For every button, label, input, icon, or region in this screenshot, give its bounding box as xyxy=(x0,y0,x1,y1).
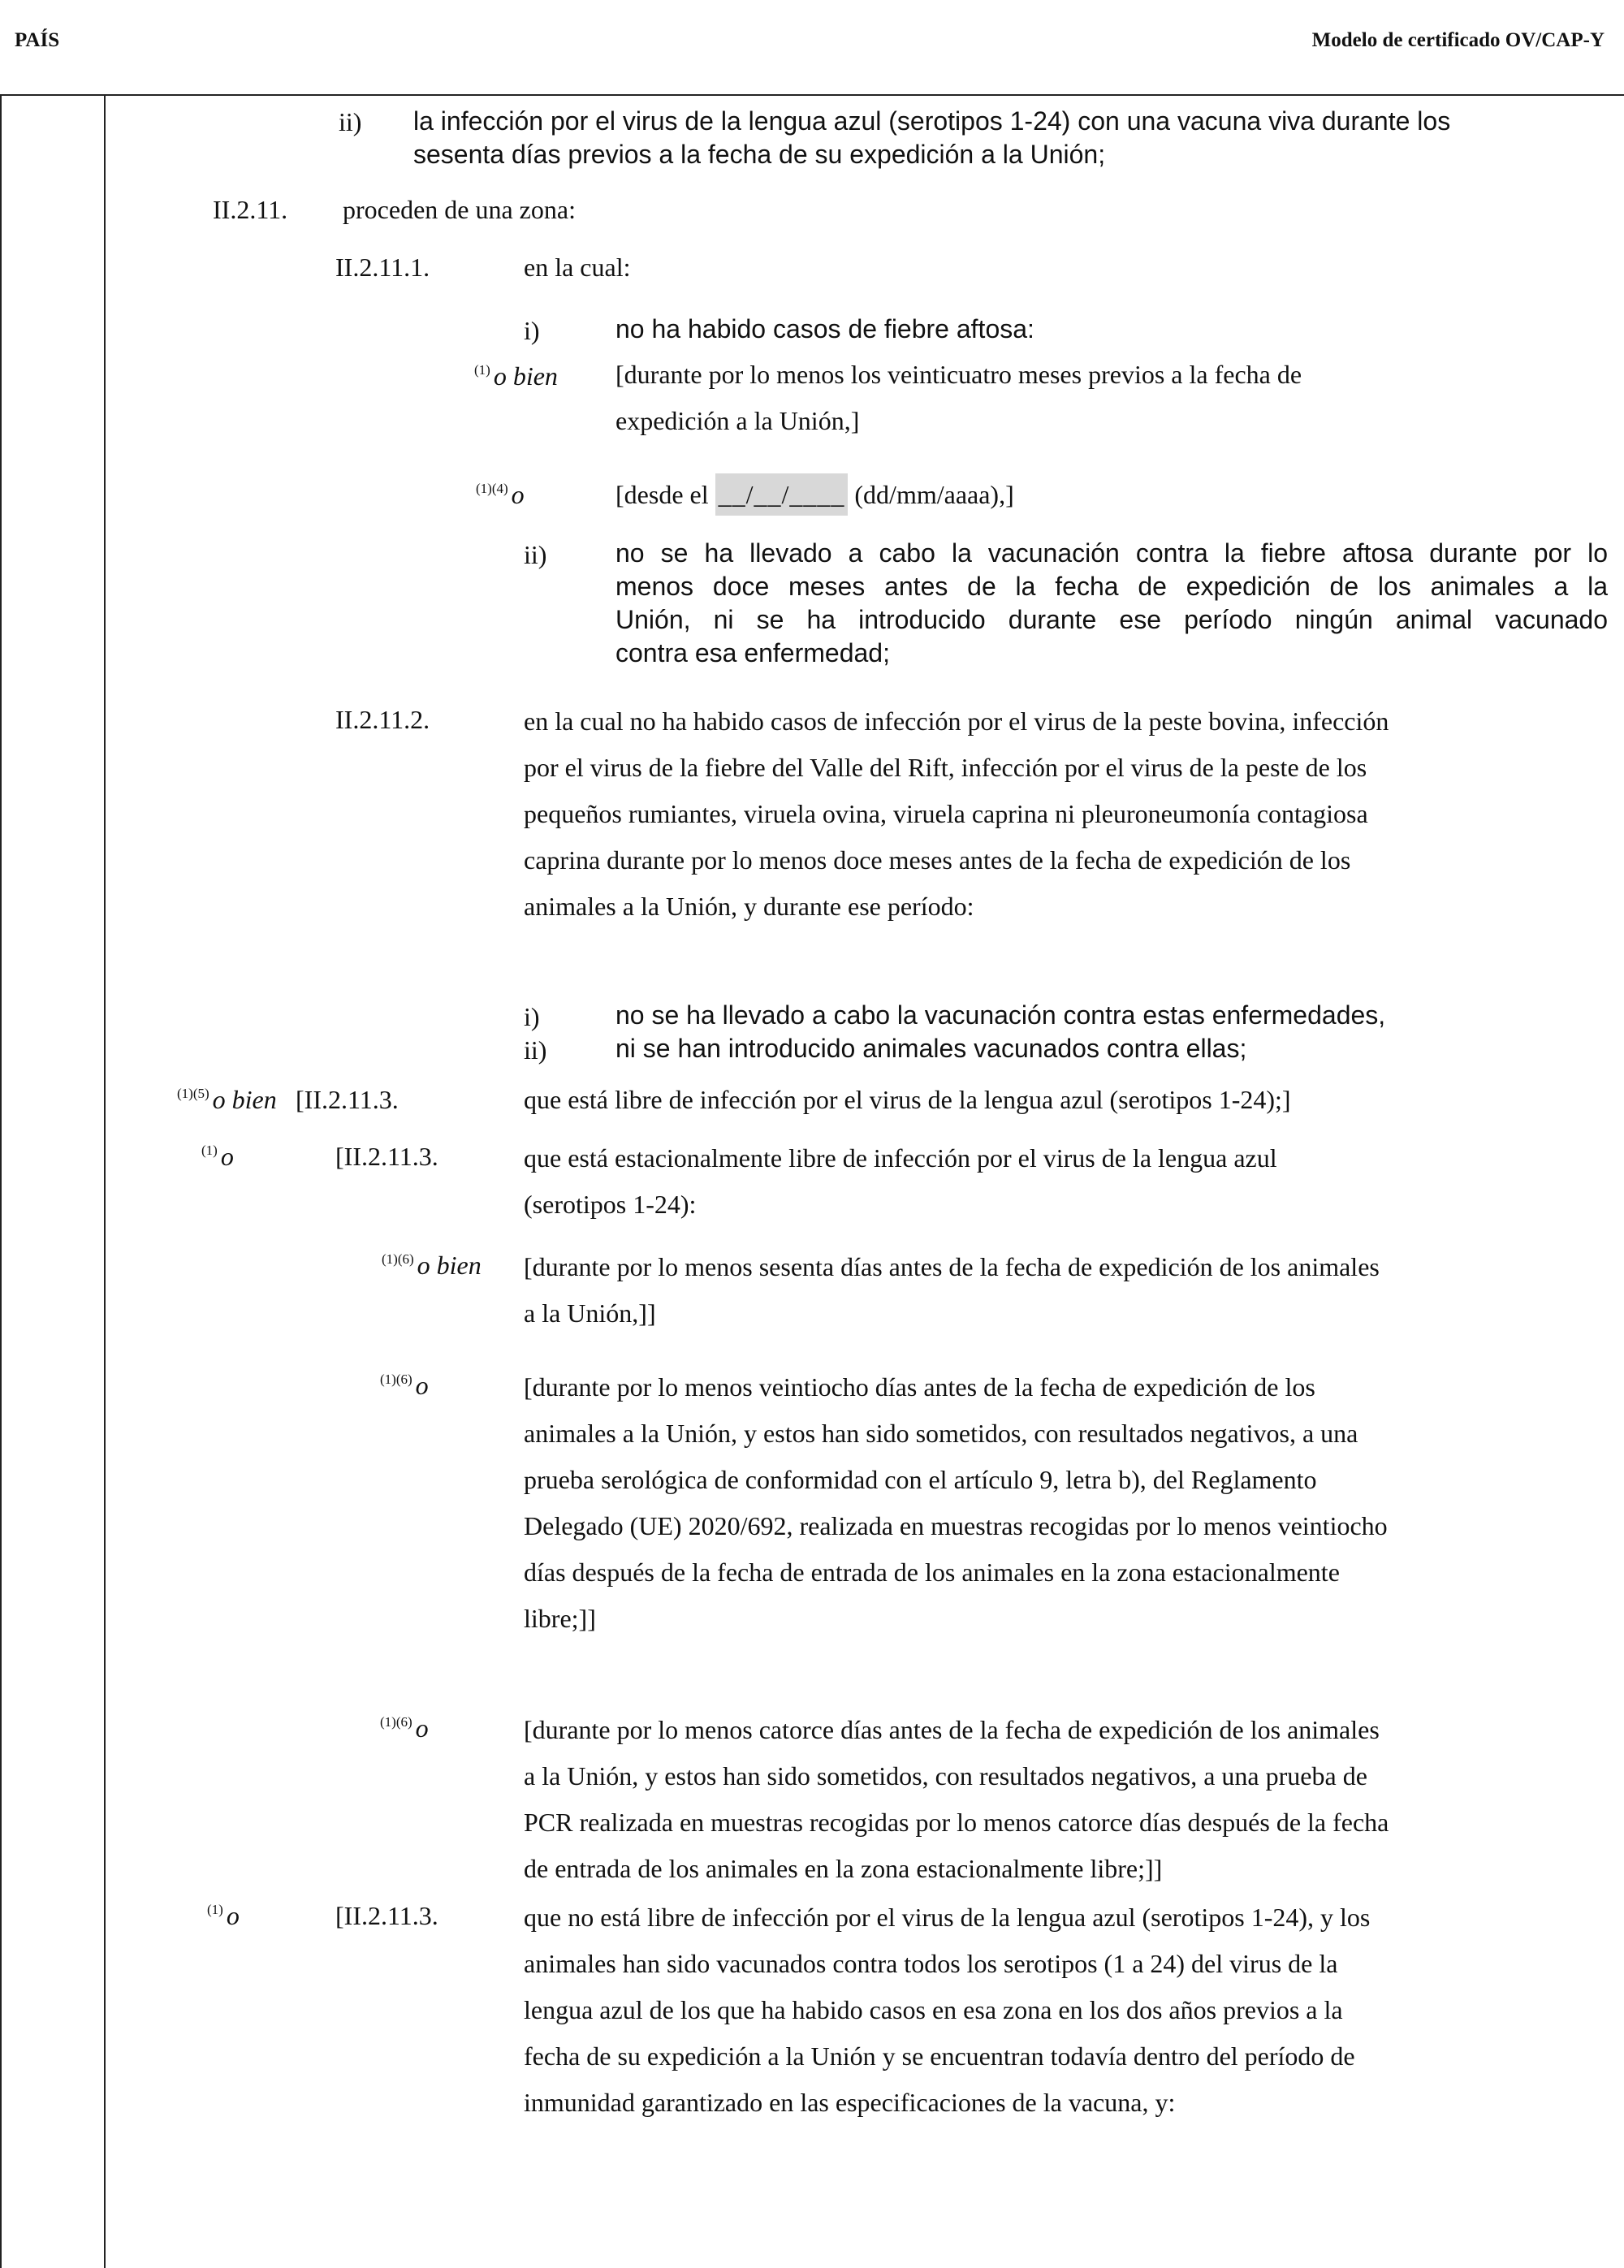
s2113c-text: que no está libre de infección por el virus de la lengua azul (serotipos 1-24), y los animales han sido vacunados contra todos los serotipos (1 a 24) del virus de la lengua azul de los que ha habido casos en esa zona en los dos años previos a la fecha de su expedición a la Unión y se encuentran todavía dentro del período de inmunidad garantizado en las especificaciones de la vacuna, y: xyxy=(524,1903,1371,2117)
s2111-opt1-text: [durante por lo menos los veinticuatro meses previos a la fecha de expedición a la Unión,] xyxy=(615,360,1302,435)
s2113b-opt2-marker: $^{(1)(6)}$ o xyxy=(380,1371,429,1400)
s2113a-marker: $^{(1)(5)}$ o bien xyxy=(177,1085,277,1114)
s2111-opt2-text: [desde el __/__/____ (dd/mm/aaaa),] xyxy=(615,473,1014,516)
section-text-2-11-2: en la cual no ha habido casos de infección por el virus de la peste bovina, infección por el virus de la fiebre del Valle del Rift, infección por el virus de la peste de los pequeños rumiantes, viruela ovina, viruela caprina ni pleuroneumonía contagiosa caprina durante por lo menos doce meses antes de la fecha de expedición de los animales a la Unión, y durante ese período: xyxy=(524,706,1389,921)
s2111-i-text: no ha habido casos de fiebre aftosa: xyxy=(615,314,1034,343)
header-model: Modelo de certificado OV/CAP-Y xyxy=(1311,29,1605,51)
section-number-2-11-1: II.2.11.1. xyxy=(335,253,430,282)
s2111-opt2-marker: $^{(1)(4)}$ o xyxy=(476,480,525,509)
s2113b-marker: $^{(1)}$ o xyxy=(201,1142,234,1171)
s2113a-number: [II.2.11.3. xyxy=(296,1085,399,1114)
section-number-2-11: II.2.11. xyxy=(213,195,288,224)
section-number-2-11-2: II.2.11.2. xyxy=(335,705,430,734)
s2113c-marker: $^{(1)}$ o xyxy=(207,1901,240,1930)
s2112-i-text: no se ha llevado a cabo la vacunación contra estas enfermedades, xyxy=(615,1000,1386,1030)
s2112-ii-text: ni se han introducido animales vacunados contra ellas; xyxy=(615,1034,1247,1063)
section-text-2-11-1: en la cual: xyxy=(524,253,631,282)
s2113b-opt1-text: [durante por lo menos sesenta días antes de la fecha de expedición de los animales a la Unión,]] xyxy=(524,1252,1380,1328)
date-blank-field[interactable]: __/__/____ xyxy=(715,473,849,516)
s2113b-opt3-marker: $^{(1)(6)}$ o xyxy=(380,1713,429,1743)
s2111-opt1-marker: $^{(1)}$ o bien xyxy=(474,361,558,391)
prev-ii-text: la infección por el virus de la lengua azul (serotipos 1-24) con una vacuna viva durante los sesenta días previos a la fecha de su expedición a la Unión; xyxy=(413,106,1451,169)
s2111-ii-marker: ii) xyxy=(524,540,547,569)
left-border xyxy=(0,94,2,2268)
s2113a-text: que está libre de infección por el virus de la lengua azul (serotipos 1-24);] xyxy=(524,1085,1291,1114)
s2113b-opt1-marker: $^{(1)(6)}$ o bien xyxy=(382,1251,482,1280)
column-divider xyxy=(104,94,106,2268)
s2113b-opt2-text: [durante por lo menos veintiocho días antes de la fecha de expedición de los animales a la Unión, y estos han sido sometidos, con resultados negativos, a una prueba serológica de conformidad con el artículo 9, letra b), del Reglamento Delegado (UE) 2020/692, realizada en muestras recogidas por lo menos veintiocho días después de la fecha de entrada de los animales en la zona estacionalmente libre;]] xyxy=(524,1372,1388,1633)
s2111-i-marker: i) xyxy=(524,316,540,345)
top-border xyxy=(0,94,1624,96)
section-text-2-11: proceden de una zona: xyxy=(343,195,576,224)
s2113c-number: [II.2.11.3. xyxy=(335,1901,438,1930)
prev-ii-marker: ii) xyxy=(339,107,362,136)
s2112-i-marker: i) xyxy=(524,1002,540,1031)
s2113b-opt3-text: [durante por lo menos catorce días antes de la fecha de expedición de los animales a la Unión, y estos han sido sometidos, con resultados negativos, a una prueba de PCR realizada en muestras recogidas por lo menos catorce días después de la fecha de entrada de los animales en la zona estacionalmente libre;]] xyxy=(524,1715,1389,1883)
header-country: PAÍS xyxy=(15,29,60,51)
s2111-ii-text: no se ha llevado a cabo la vacunación contra la fiebre aftosa durante por lo menos doce meses antes de la fecha de expedición de los animales a la Unión, ni se ha introducido durante ese período ningún animal vacunado contra esa enfermedad; xyxy=(615,538,1608,667)
s2112-ii-marker: ii) xyxy=(524,1035,547,1065)
s2113b-text: que está estacionalmente libre de infección por el virus de la lengua azul (serotipos 1-24): xyxy=(524,1143,1277,1219)
s2113b-number: [II.2.11.3. xyxy=(335,1142,438,1171)
